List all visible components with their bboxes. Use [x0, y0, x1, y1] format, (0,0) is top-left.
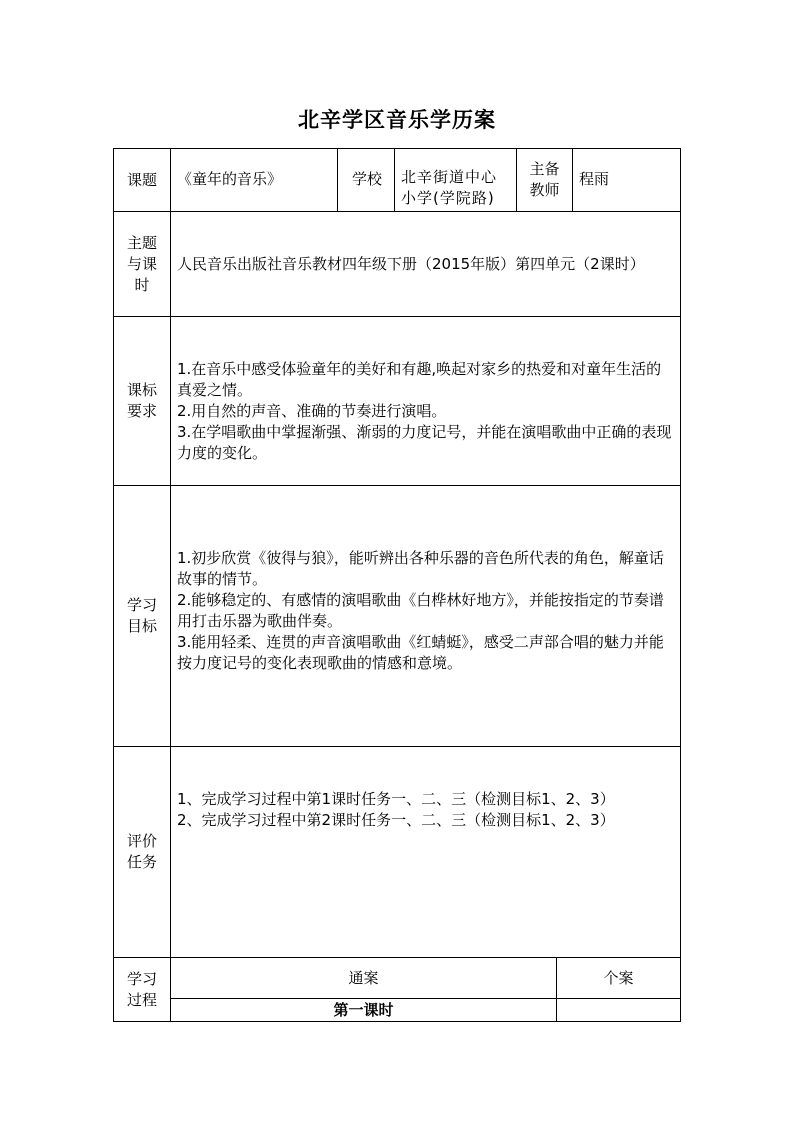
theme-label: 主题与课时 [113, 211, 171, 317]
standards-label: 课标要求 [113, 316, 171, 486]
school-value: 北辛街道中心小学(学院路) [394, 148, 517, 212]
goals-content [170, 485, 681, 747]
goals-item: 2.能够稳定的、有感情的演唱歌曲《白桦林好地方》，并能按指定的节奏谱用打击乐器为歌曲伴奏。 [177, 591, 664, 630]
teacher-value: 程雨 [572, 148, 681, 212]
goals-item: 3.能用轻柔、连贯的声音演唱歌曲《红蜻蜓》，感受二声部合唱的魅力并能按力度记号的变化表现歌曲的情感和意境。 [177, 633, 664, 672]
process-label: 学习过程 [113, 957, 171, 1022]
teacher-label: 主备教师 [516, 148, 573, 212]
topic-label: 课题 [113, 148, 171, 212]
topic-value: 《童年的音乐》 [170, 148, 338, 212]
goals-item: 1.初步欣赏《彼得与狼》，能听辨出各种乐器的音色所代表的角色，解童话故事的情节。 [177, 549, 664, 588]
evaluation-content [170, 746, 681, 958]
standards-item: 1.在音乐中感受体验童年的美好和有趣,唤起对家乡的热爱和对童年生活的真爱之情。 [177, 360, 662, 399]
individual-plan-cell [556, 998, 681, 1022]
individual-plan-header: 个案 [556, 957, 681, 999]
common-plan-header: 通案 [170, 957, 557, 999]
standards-content [170, 316, 681, 486]
goals-label: 学习目标 [113, 485, 171, 747]
evaluation-item: 1、完成学习过程中第1课时任务一、二、三（检测目标1、2、3） [177, 790, 615, 808]
school-label: 学校 [337, 148, 395, 212]
page-title: 北辛学区音乐学历案 [298, 108, 496, 132]
evaluation-label: 评价任务 [113, 746, 171, 958]
evaluation-item: 2、完成学习过程中第2课时任务一、二、三（检测目标1、2、3） [177, 811, 615, 829]
standards-item: 3.在学唱歌曲中掌握渐强、渐弱的力度记号，并能在演唱歌曲中正确的表现力度的变化。 [177, 423, 672, 462]
theme-value: 人民音乐出版社音乐教材四年级下册（2015年版）第四单元（2课时） [170, 211, 681, 317]
first-lesson-heading: 第一课时 [170, 998, 557, 1022]
standards-item: 2.用自然的声音、准确的节奏进行演唱。 [177, 402, 447, 420]
